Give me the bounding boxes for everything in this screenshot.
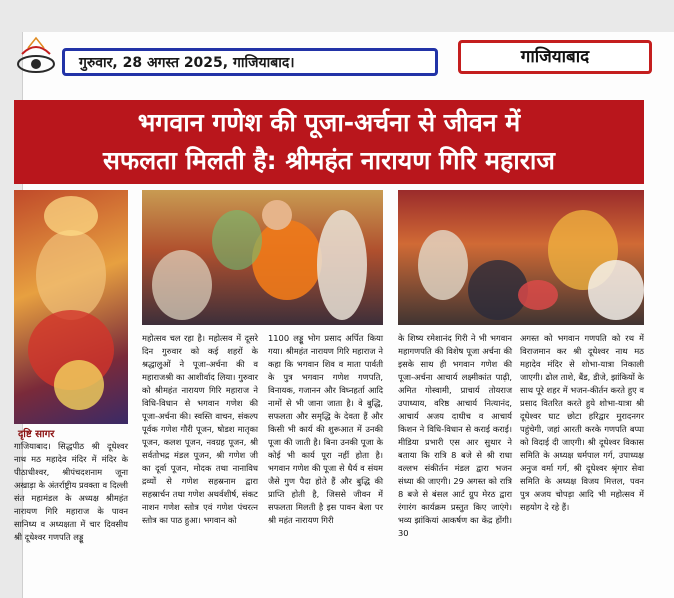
photo-puja-ceremony xyxy=(142,190,383,325)
masthead-date: गुरुवार, 28 अगस्त 2025, गाजियाबाद। xyxy=(79,55,295,71)
photo-ganesh-idol xyxy=(14,190,128,424)
article-column-3 xyxy=(268,332,383,527)
masthead-date-bar xyxy=(62,48,438,76)
column-text: के शिष्य रमेशानंद गिरी ने भी भगवान महागणपति की विशेष पूजा अर्चना की इसके साथ ही भगवान गणेश की पूजा-अर्चना आचार्य लक्ष्मीकांत पाढ़ी, अमित गोस्वामी, प्राचार्य तोयराज उपाध्याय, वरिष्ठ आचार्य नित्यानंद, आचार्य अजय दाधीच व आचार्य किशन ने विधि-विधान से कराई कराई। मीडिया प्रभारी एस आर सुथार ने बताया कि रात्रि 8 बजे से श्री राधा वल्लभ संकीर्तन मंडल द्वारा भजन संध्या की जाएगी। 29 अगस्त को रात्रि 8 बजे से बंसल आर्ट ग्रुप मेरठ द्वारा रंगारंग कार्यक्रम प्रस्तुत किए जाएंगे। भव्य झांकियां आकर्षण का केंद्र होंगी। 30 xyxy=(398,333,512,538)
column-text: गाजियाबाद। सिद्धपीठ श्री दूधेश्वर नाथ मठ महादेव मंदिर में मंदिर के पीठाधीश्वर, श्रीपंचदशनाम जूना अखाड़ा के अंतर्राष्ट्रीय प्रवक्ता व दिल्ली संत महामंडल के अध्यक्ष श्रीमहंत नारायण गिरि महाराज के पावन सानिध्य व अध्यक्षता में चार दिवसीय श्री दूधेश्वर गणपति लड्डू xyxy=(14,441,128,542)
byline-reporter: दृष्टि सागर xyxy=(18,429,55,440)
headline-banner xyxy=(14,100,644,184)
column-text: 1100 लड्डू भोग प्रसाद अर्पित किया गया। श्रीमहंत नारायण गिरि महाराज ने कहा कि भगवान शिव व माता पार्वती के पुत्र भगवान गणेश गणपति, विनायक, गजानन और विघ्नहर्ता आदि नामों से भी जाना जाता है। वे बुद्धि, सफलता और समृद्धि के देवता हैं और किसी भी कार्य की शुरूआत में उनकी पूजा की जाती है। बिना उनकी पूजा के कोई भी कार्य पूरा नहीं होता है। भगवान गणेश की पूजा से धैर्य व संयम जैसे गुण पैदा होते हैं और बुद्धि की प्राप्ति होती है, जिससे जीवन में सफलता मिलती है इस पावन बेला पर श्री महंत नारायण गिरी xyxy=(268,333,383,525)
masthead-city-label: गाजियाबाद xyxy=(458,40,652,74)
article-column-5 xyxy=(520,332,644,514)
column-text: महोत्सव चल रहा है। महोत्सव में दूसरे दिन गुरुवार को कई शहरों के श्रद्धालुओं ने पूजा-अर्चना की व महाराजश्री का आशीर्वाद लिया। गुरुवार को श्रीमहंत नारायण गिरि महाराज ने विधि-विधान से भगवान गणेश की पूजा-अर्चना की। स्वस्ति वाचन, संकल्प पूर्वक गणेश गौरी पूजन, षोडश मातृका पूजन, कलश पूजन, नवग्रह पूजन, श्री सर्वतोभद्र मंडल पूजन, श्री गणेश जी का दूर्वा पूजन, मोदक तथा नानाविध द्रव्यों से गणेश सहस्रनाम द्वारा सहस्रार्चन तथा गणेश अथर्वशीर्ष, संकट नाशन गणेश स्तोत्र एवं गणेश पंचरत्न स्तोत्र का पाठ हुआ। भगवान को xyxy=(142,333,258,525)
article-column-1 xyxy=(14,440,128,544)
newspaper-logo-icon xyxy=(14,34,58,82)
article-column-4 xyxy=(398,332,512,540)
article-column-2 xyxy=(142,332,258,527)
headline-line-1: भगवान गणेश की पूजा-अर्चना से जीवन में xyxy=(137,108,521,137)
photo-devotees xyxy=(398,190,644,325)
column-text: अगस्त को भगवान गणपति को रथ में विराजमान कर श्री दूधेश्वर नाथ मठ महादेव मंदिर से शोभा-यात्रा निकाली जाएगी। ढोल ताशे, बैंड, डीजे, झांकियों के साथ पूरे शहर में भजन-कीर्तन करते हुए व प्रसाद वितरित करते हुये शोभा-यात्रा श्री दूधेश्वर घाट छोटा हरिद्वार मुरादनगर पहुंचेगी, जहां आरती करके गणपति बप्पा को विदाई दी जाएगी। श्री दूधेश्वर विकास समिति के अध्यक्ष धर्मपाल गर्ग, उपाध्यक्ष अनुज वर्मा गर्ग, श्री दूधेश्वर श्रृंगार सेवा समिति के अध्यक्ष विजय मित्तल, पवन पुत्र अजय चोपड़ा आदि भी महोत्सव में सहयोग दे रहे हैं। xyxy=(520,333,644,512)
headline-line-2: सफलता मिलती है: श्रीमहंत नारायण गिरि महाराज xyxy=(103,146,555,175)
